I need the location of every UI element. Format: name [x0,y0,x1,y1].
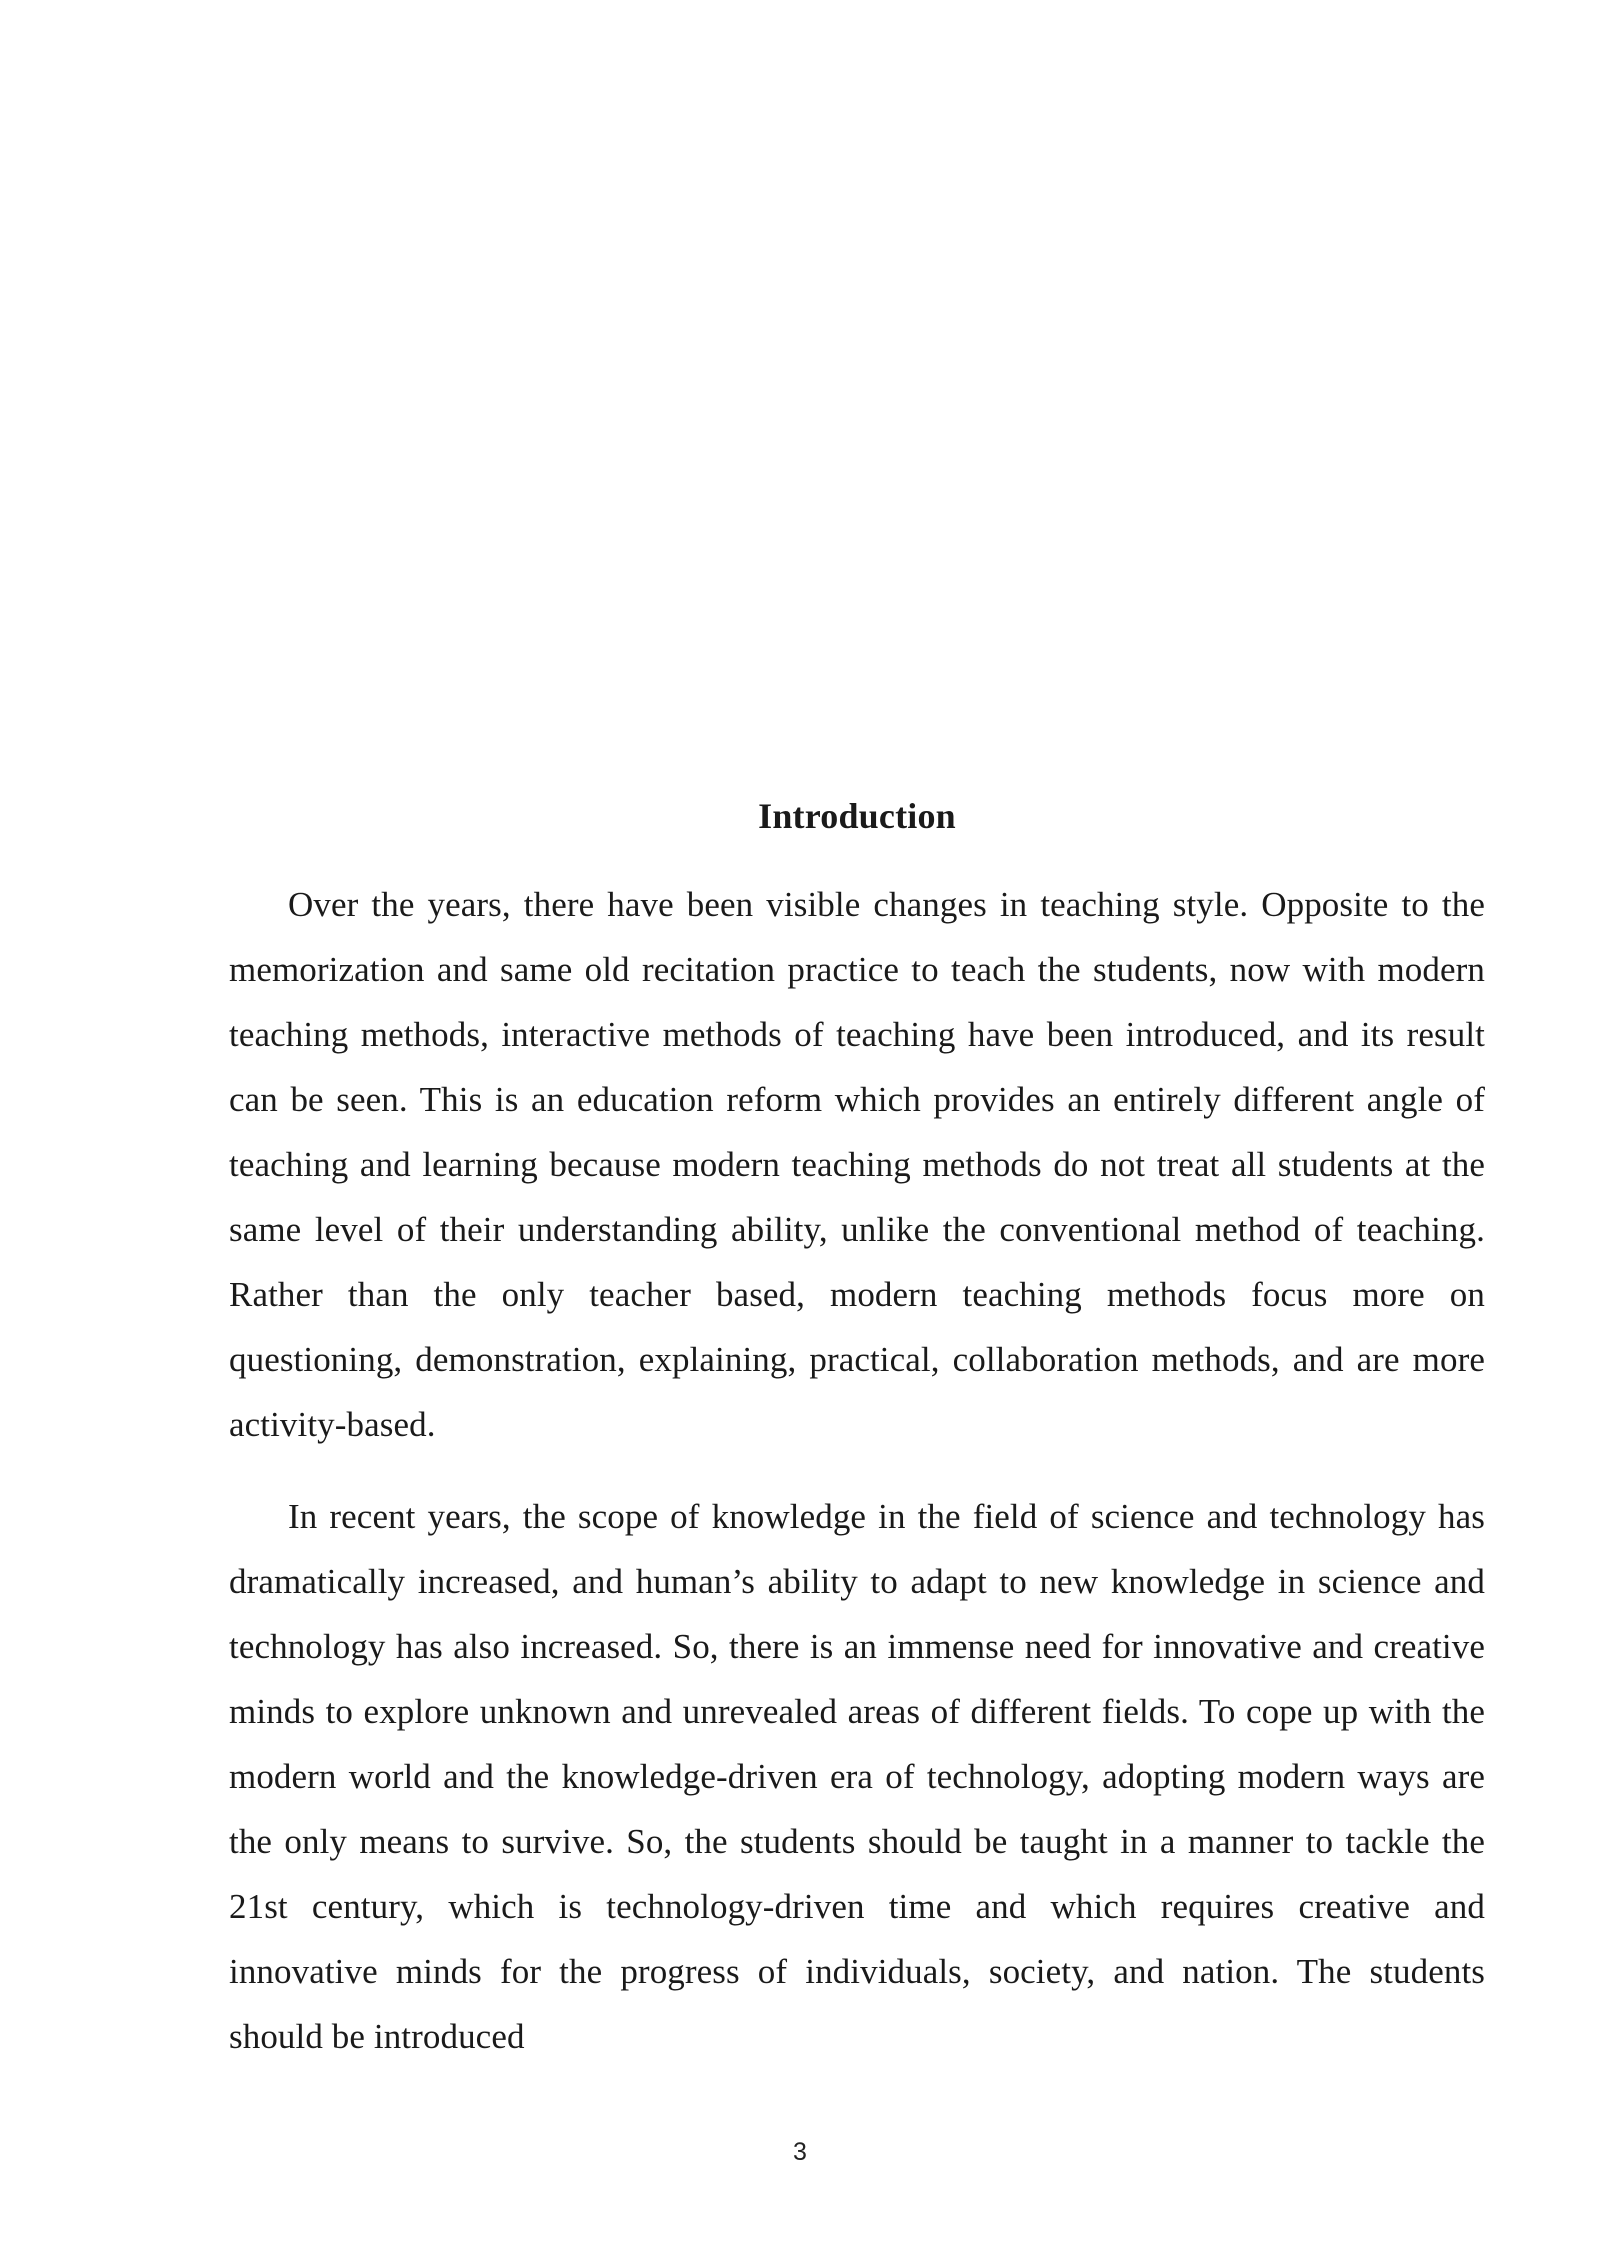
section-heading: Introduction [758,796,956,836]
page-number: 3 [793,2138,807,2166]
body-paragraph-2: In recent years, the scope of knowledge in the field of science and technology has dramatically increased, and human’s ability to adapt to new knowledge in science and technology has also increased. So, there is an immense need for innovative and creative minds to explore unknown and unrevealed areas of different fields. To cope up with the modern world and the knowledge-driven era of technology, adopting modern ways are the only means to survive. So, the students should be taught in a manner to tackle the 21st century, which is technology-driven time and which requires creative and innovative minds for the progress of individuals, society, and nation. The students should be introduced [229,1497,1485,2056]
body-paragraph-1: Over the years, there have been visible changes in teaching style. Opposite to the memorization and same old recitation practice to teach the students, now with modern teaching methods, interactive methods of teaching have been introduced, and its result can be seen. This is an education reform which provides an entirely different angle of teaching and learning because modern teaching methods do not treat all students at the same level of their understanding ability, unlike the conventional method of teaching. Rather than the only teacher based, modern teaching methods focus more on questioning, demonstration, explaining, practical, collaboration methods, and are more activity-based. [229,885,1485,1444]
page-content [229,784,1485,2069]
